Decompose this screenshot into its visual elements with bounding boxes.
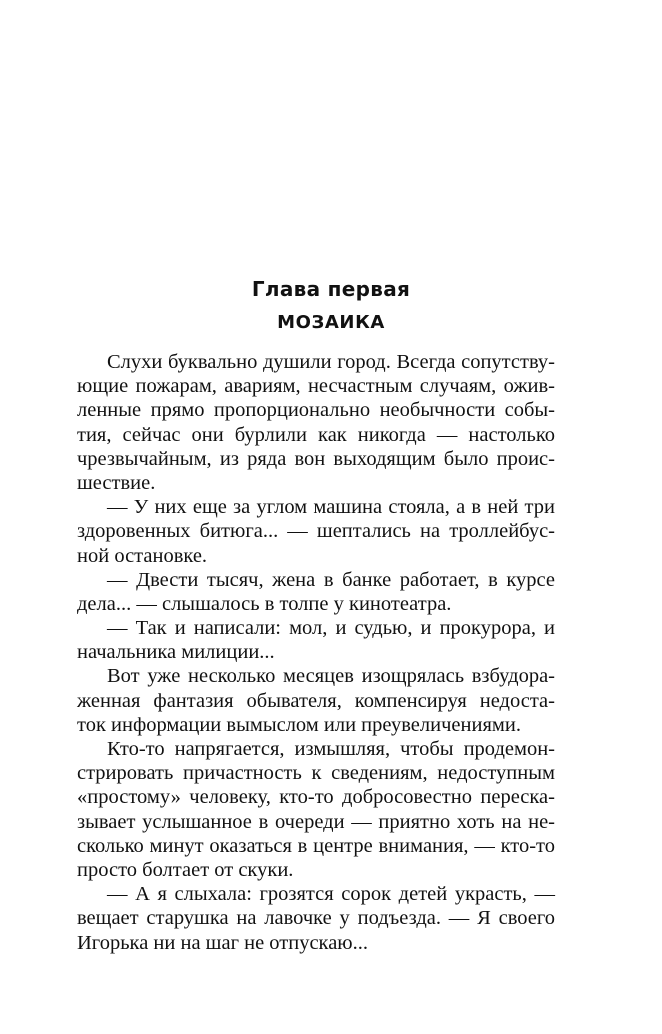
text-line: здоровенных битюга... — шептались на троллейбус- xyxy=(77,520,555,543)
text-line: шествие. xyxy=(77,471,156,494)
text-line: дела... — слышалось в толпе у кинотеатра. xyxy=(77,592,452,615)
text-line: Вот уже несколько месяцев изощрялась взбудора- xyxy=(107,665,555,688)
text-line: женная фантазия обывателя, компенсируя недоста- xyxy=(77,689,555,712)
text-line: — Двести тысяч, жена в банке работает, в курсе xyxy=(107,568,555,591)
text-line: — У них еще за углом машина стояла, а в ней три xyxy=(107,496,555,519)
text-line: тия, сейчас они бурлили как никогда — настолько xyxy=(77,423,555,446)
text-line: — А я слыхала: грозятся сорок детей украсть, — xyxy=(107,883,555,906)
paragraph xyxy=(77,495,555,568)
paragraph xyxy=(77,568,555,616)
text-line: зывает услышанное в очереди — приятно хоть на не- xyxy=(77,810,555,833)
text-line: стрировать причастность к сведениям, недоступным xyxy=(77,762,555,785)
paragraph xyxy=(77,737,555,882)
text-line: ленные прямо пропорционально необычности собы- xyxy=(77,399,555,422)
paragraph xyxy=(77,882,555,955)
chapter-body xyxy=(77,350,555,955)
text-line: вещает старушка на лавочке у подъезда. — Я своего xyxy=(77,907,555,930)
chapter-title: Глава первая xyxy=(251,277,411,301)
paragraph xyxy=(77,350,555,495)
text-line: — Так и написали: мол, и судью, и прокурора, и xyxy=(107,617,555,640)
text-line: «простому» человеку, кто-то добросовестно переска- xyxy=(77,786,555,809)
text-line: Игорька ни на шаг не отпускаю... xyxy=(77,931,368,954)
text-line: начальника милиции... xyxy=(77,641,275,664)
paragraph xyxy=(77,616,555,664)
chapter-subtitle: МОЗАИКА xyxy=(277,312,385,333)
text-line: просто болтает от скуки. xyxy=(77,858,294,881)
text-line: ной остановке. xyxy=(77,544,208,567)
text-line: ток информации вымыслом или преувеличениями. xyxy=(77,713,521,736)
paragraph xyxy=(77,664,555,737)
text-line: Кто-то напрягается, измышляя, чтобы продемон- xyxy=(107,738,555,760)
text-line: ющие пожарам, авариям, несчастным случаям, ожив- xyxy=(77,375,555,398)
text-line: чрезвычайным, из ряда вон выходящим было проис- xyxy=(77,447,555,470)
text-line: сколько минут оказаться в центре внимания, — кто-то xyxy=(77,834,555,857)
text-line: Слухи буквально душили город. Всегда сопутству- xyxy=(107,351,555,373)
